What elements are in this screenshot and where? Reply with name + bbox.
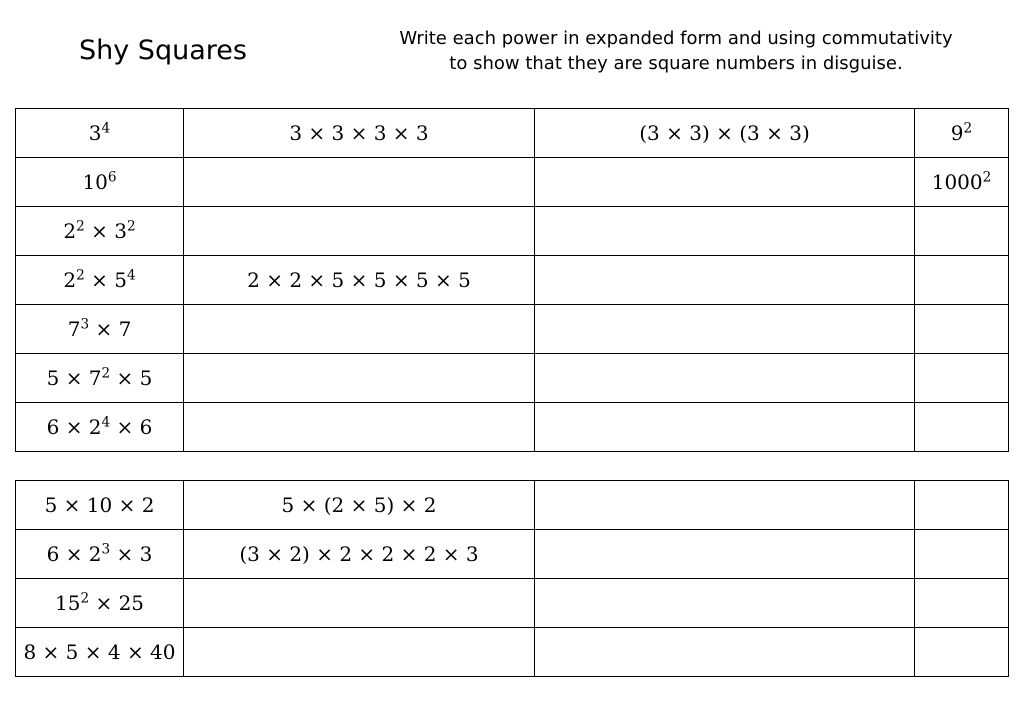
square-form-cell[interactable]: [915, 256, 1009, 305]
square-form-cell[interactable]: [915, 305, 1009, 354]
table-row: [16, 530, 1009, 579]
expanded-form-cell: 5 × (2 × 5) × 2: [184, 481, 535, 530]
square-form-cell[interactable]: [915, 354, 1009, 403]
power-cell: $7^3 \times 7$: [16, 305, 184, 354]
power-cell: $5 \times 7^2 \times 5$: [16, 354, 184, 403]
power-cell: $6 \times 2^3 \times 3$: [16, 530, 184, 579]
square-form-cell[interactable]: [915, 403, 1009, 452]
power-cell: $10^6$: [16, 158, 184, 207]
power-cell: 8 × 5 × 4 × 40: [16, 628, 184, 677]
exercise-table-main: [15, 108, 1009, 452]
expanded-form-cell[interactable]: [184, 354, 535, 403]
square-form-cell: 1000$^2$: [915, 158, 1009, 207]
expanded-form-cell: (3 × 2) × 2 × 2 × 2 × 3: [184, 530, 535, 579]
power-cell: $2^2 \times 3^2$: [16, 207, 184, 256]
table-row: [16, 403, 1009, 452]
power-cell: 5 × 10 × 2: [16, 481, 184, 530]
expanded-form-cell[interactable]: [184, 207, 535, 256]
table-row: [16, 305, 1009, 354]
expanded-form-cell[interactable]: [184, 579, 535, 628]
grouped-form-cell[interactable]: [535, 579, 915, 628]
table-row: [16, 256, 1009, 305]
grouped-form-cell[interactable]: [535, 628, 915, 677]
power-cell: $3^4$: [16, 109, 184, 158]
expanded-form-cell[interactable]: [184, 158, 535, 207]
square-form-cell: $9^2$: [915, 109, 1009, 158]
instructions: [360, 26, 992, 76]
instructions-line-1: Write each power in expanded form and using commutativity: [399, 28, 953, 49]
grouped-form-cell[interactable]: [535, 256, 915, 305]
table-row: [16, 579, 1009, 628]
table-row: [16, 354, 1009, 403]
square-form-cell[interactable]: [915, 579, 1009, 628]
power-cell: $6 \times 2^4 \times 6$: [16, 403, 184, 452]
expanded-form-cell[interactable]: [184, 403, 535, 452]
grouped-form-cell: (3 × 3) × (3 × 3): [535, 109, 915, 158]
square-form-cell[interactable]: [915, 207, 1009, 256]
exercise-table-extension: [15, 480, 1009, 677]
table-row: [16, 481, 1009, 530]
expanded-form-cell: 3 × 3 × 3 × 3: [184, 109, 535, 158]
table-row: [16, 207, 1009, 256]
square-form-cell[interactable]: [915, 628, 1009, 677]
grouped-form-cell[interactable]: [535, 403, 915, 452]
grouped-form-cell[interactable]: [535, 305, 915, 354]
instructions-line-2: to show that they are square numbers in disguise.: [449, 53, 903, 74]
square-form-cell[interactable]: [915, 530, 1009, 579]
grouped-form-cell[interactable]: [535, 158, 915, 207]
power-cell: $15^2 \times 25$: [16, 579, 184, 628]
page-title: Shy Squares: [79, 35, 247, 66]
grouped-form-cell[interactable]: [535, 354, 915, 403]
grouped-form-cell[interactable]: [535, 530, 915, 579]
table-row: [16, 628, 1009, 677]
grouped-form-cell[interactable]: [535, 207, 915, 256]
grouped-form-cell[interactable]: [535, 481, 915, 530]
table-row: [16, 109, 1009, 158]
table-row: [16, 158, 1009, 207]
expanded-form-cell: 2 × 2 × 5 × 5 × 5 × 5: [184, 256, 535, 305]
power-cell: $2^2 \times 5^4$: [16, 256, 184, 305]
square-form-cell[interactable]: [915, 481, 1009, 530]
expanded-form-cell[interactable]: [184, 628, 535, 677]
expanded-form-cell[interactable]: [184, 305, 535, 354]
